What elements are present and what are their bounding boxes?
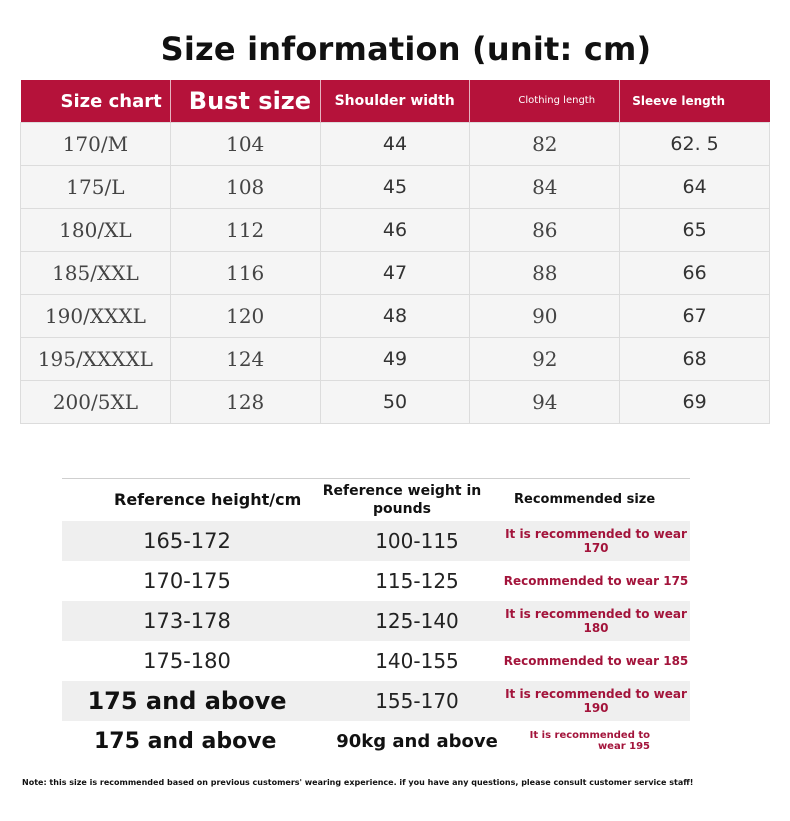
weight-cell: 90kg and above <box>336 730 498 752</box>
size-chart-table <box>20 80 770 424</box>
recommendation-cell: It is recommended to wear 190 <box>502 681 690 721</box>
length-cell: 84 <box>470 166 620 209</box>
length-cell: 82 <box>470 123 620 166</box>
height-cell: 173-178 <box>62 601 302 641</box>
header-sleeve-length: Sleeve length <box>620 80 770 123</box>
header-bust-size: Bust size <box>170 80 320 123</box>
size-cell: 200/5XL <box>21 381 171 424</box>
sleeve-cell: 64 <box>620 166 770 209</box>
length-cell: 86 <box>470 209 620 252</box>
sleeve-cell: 68 <box>620 338 770 381</box>
table-row <box>21 381 770 424</box>
height-cell: 175 and above <box>62 681 302 721</box>
bust-cell: 124 <box>170 338 320 381</box>
table-row <box>21 338 770 381</box>
size-cell: 180/XL <box>21 209 171 252</box>
table-row <box>21 209 770 252</box>
weight-cell: 100-115 <box>302 521 502 561</box>
size-chart-header-row <box>21 80 770 123</box>
table-row <box>62 601 690 641</box>
header-reference-height: Reference height/cm <box>62 479 302 522</box>
sleeve-cell: 69 <box>620 381 770 424</box>
height-cell: 175 and above <box>94 728 277 754</box>
weight-cell: 115-125 <box>375 569 459 593</box>
shoulder-cell: 49 <box>320 338 470 381</box>
table-row <box>62 721 690 761</box>
shoulder-cell: 44 <box>320 123 470 166</box>
shoulder-cell: 46 <box>320 209 470 252</box>
size-cell: 195/XXXXL <box>21 338 171 381</box>
table-row <box>62 521 690 561</box>
bust-cell: 104 <box>170 123 320 166</box>
height-cell: 170-175 <box>143 569 231 593</box>
size-cell: 190/XXXL <box>21 295 171 338</box>
shoulder-cell: 50 <box>320 381 470 424</box>
header-shoulder-width: Shoulder width <box>320 80 470 123</box>
recommendation-cell: Recommended to wear 185 <box>503 654 689 668</box>
reference-header-row <box>62 479 690 522</box>
shoulder-cell: 45 <box>320 166 470 209</box>
bust-cell: 108 <box>170 166 320 209</box>
recommendation-cell: It is recommended to wear 195 <box>529 730 650 752</box>
length-cell: 92 <box>470 338 620 381</box>
height-cell: 175-180 <box>143 649 231 673</box>
size-cell: 170/M <box>21 123 171 166</box>
header-reference-weight: Reference weight in pounds <box>302 479 502 522</box>
header-clothing-length: Clothing length <box>470 80 620 123</box>
recommendation-cell: It is recommended to wear 170 <box>502 521 690 561</box>
length-cell: 94 <box>470 381 620 424</box>
bust-cell: 128 <box>170 381 320 424</box>
shoulder-cell: 48 <box>320 295 470 338</box>
sleeve-cell: 65 <box>620 209 770 252</box>
size-cell: 175/L <box>21 166 171 209</box>
table-row <box>21 166 770 209</box>
shoulder-cell: 47 <box>320 252 470 295</box>
weight-cell: 140-155 <box>375 649 459 673</box>
height-cell: 165-172 <box>62 521 302 561</box>
size-cell: 185/XXL <box>21 252 171 295</box>
table-row <box>62 641 690 681</box>
sleeve-cell: 66 <box>620 252 770 295</box>
bust-cell: 116 <box>170 252 320 295</box>
sleeve-cell: 62. 5 <box>620 123 770 166</box>
recommendation-cell: Recommended to wear 175 <box>503 574 689 588</box>
reference-table <box>62 478 690 761</box>
page-title: Size information (unit: cm) <box>160 30 652 68</box>
recommendation-cell: It is recommended to wear 180 <box>502 601 690 641</box>
footnote: Note: this size is recommended based on previous customers' wearing experience. if you have any questions, please consult customer service staff! <box>22 778 694 787</box>
bust-cell: 120 <box>170 295 320 338</box>
length-cell: 88 <box>470 252 620 295</box>
sleeve-cell: 67 <box>620 295 770 338</box>
table-row <box>21 295 770 338</box>
table-row <box>21 123 770 166</box>
bust-cell: 112 <box>170 209 320 252</box>
weight-cell: 125-140 <box>302 601 502 641</box>
table-row <box>62 681 690 721</box>
weight-cell: 155-170 <box>302 681 502 721</box>
table-row <box>62 561 690 601</box>
length-cell: 90 <box>470 295 620 338</box>
header-recommended-size: Recommended size <box>502 479 690 522</box>
header-size-chart: Size chart <box>21 80 171 123</box>
table-row <box>21 252 770 295</box>
